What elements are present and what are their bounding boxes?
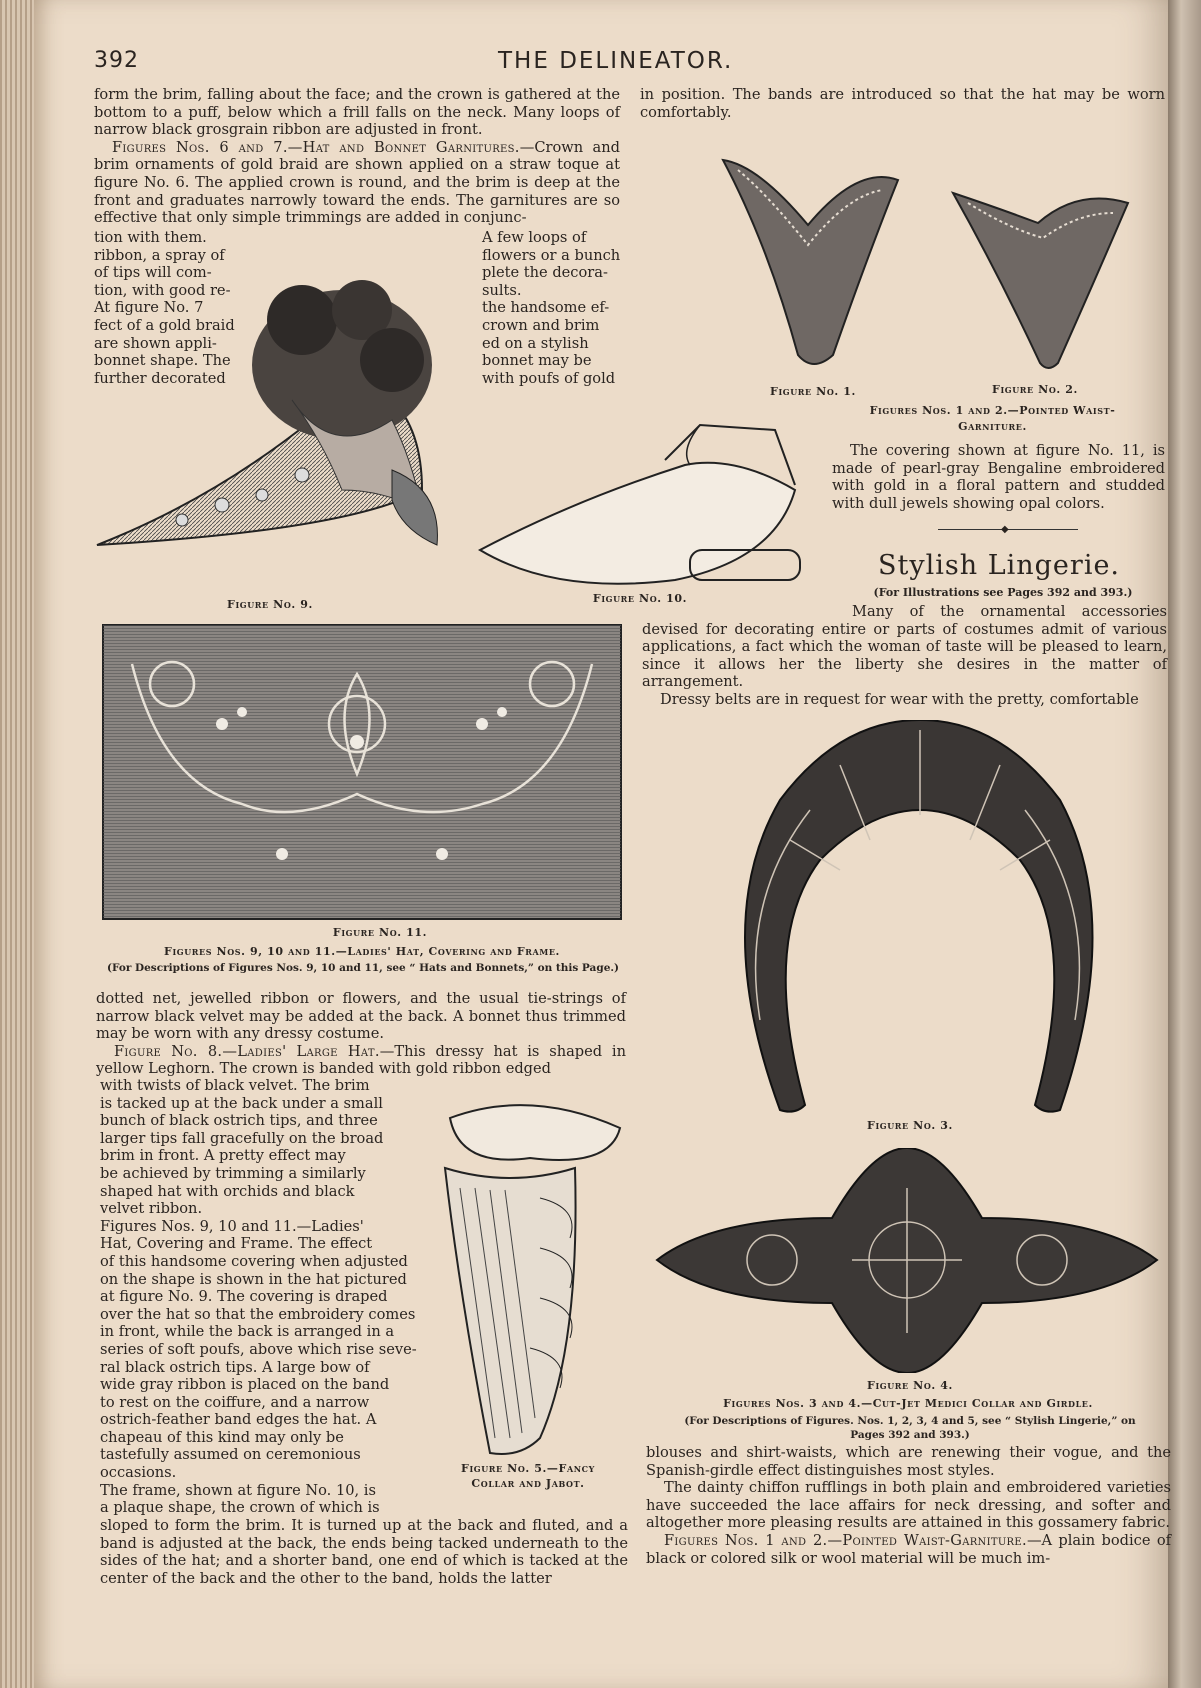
text-line: sults. (482, 281, 522, 299)
text-line: in front, while the back is arranged in a (100, 1323, 395, 1341)
text-line: series of soft poufs, above which rise seve- (100, 1340, 417, 1358)
paragraph (94, 139, 620, 227)
col1-wrap-right (482, 229, 622, 387)
text-line: at figure No. 9. The covering is draped (100, 1288, 388, 1306)
text-line: fect of a gold braid (94, 316, 235, 334)
col1-wrap-bottom (100, 1077, 417, 1517)
text-line: the handsome ef- (482, 299, 610, 317)
paragraph: dotted net, jewelled ribbon or flowers, and the usual tie-strings of narrow black velvet may be added at the back. A bonnet thus trimmed may be worn with any dressy costume. (96, 990, 626, 1043)
text-line: tastefully assumed on ceremonious (100, 1446, 361, 1464)
col1-top-text (94, 86, 620, 227)
col2-top-text (640, 86, 1165, 121)
paragraph: blouses and shirt-waists, which are renewing their vogue, and the Spanish-girdle effect distinguishes most styles. (646, 1444, 1171, 1479)
divider-ornament: ◆ (1001, 524, 1009, 535)
text-line: flowers or a bunch (482, 246, 621, 264)
text-line: shaped hat with orchids and black (100, 1182, 355, 1200)
paragraph-lead: Figure No. 8.—Ladies' Large Hat. (114, 1042, 380, 1060)
text-line: brim in front. A pretty effect may (100, 1147, 346, 1165)
figure-1-waist-garniture-illustration (718, 155, 903, 373)
paragraph-lead: Figures Nos. 1 and 2.—Pointed Waist-Garniture. (664, 1531, 1027, 1549)
paragraph-body: —A plain bodice of black or colored silk or wool material will be much im- (646, 1531, 1172, 1567)
paragraph (646, 1532, 1171, 1567)
paragraph: form the brim, falling about the face; and the crown is gathered at the bottom to a puff, below which a frill falls on the neck. Many loops of narrow black grosgrain ribbon are adjusted in front. (94, 86, 620, 139)
text-line: velvet ribbon. (100, 1200, 203, 1218)
col2-mid-text (832, 442, 1165, 512)
text-line: further decorated (94, 369, 226, 387)
caption-figures-3-4-desc (660, 1414, 1160, 1442)
col1-end-text (100, 1517, 628, 1587)
text-line: a plaque shape, the crown of which is (100, 1499, 380, 1517)
caption-figures-1-2 (820, 403, 1165, 435)
text-line: with twists of black velvet. The brim (100, 1077, 370, 1094)
caption-figure-11: Figure No. 11. (332, 926, 428, 939)
text-line: bunch of black ostrich tips, and three (100, 1112, 378, 1130)
caption-line: Figures Nos. 1 and 2.—Pointed Waist- (869, 404, 1116, 417)
text-line: plete the decora- (482, 264, 608, 282)
text-line: tion, with good re- (94, 281, 231, 299)
text-line: bonnet may be (482, 352, 592, 370)
text-line: ribbon, a spray of (94, 246, 225, 264)
caption-figure-5 (438, 1461, 618, 1491)
caption-line: Figure No. 5.—Fancy (461, 1462, 595, 1475)
figure-3-medici-collar-illustration (720, 720, 1115, 1115)
text-line: with poufs of gold (482, 369, 616, 387)
paragraph: in position. The bands are introduced so that the hat may be worn comfortably. (640, 86, 1165, 121)
text-line: over the hat so that the embroidery comes (100, 1305, 416, 1323)
caption-line: Pages 392 and 393.) (850, 1429, 970, 1441)
col1-bottom-text (96, 990, 626, 1078)
text-line: crown and brim (482, 316, 600, 334)
text-line: bonnet shape. The (94, 352, 231, 370)
caption-figure-9: Figure No. 9. (227, 598, 313, 611)
text-line: is tacked up at the back under a small (100, 1094, 383, 1112)
text-line: be achieved by trimming a similarly (100, 1164, 366, 1182)
figure-4-girdle-illustration (652, 1148, 1162, 1373)
paragraph: sloped to form the brim. It is turned up at the back and fluted, and a band is adjusted at the back, the ends being tacked underneath to the sides of the hat; and a shorter band, one end of which is tacked at the center of the back and the other to the band, holds the latter (100, 1517, 628, 1587)
figure-10-frame-illustration (475, 420, 810, 595)
paragraph-lead: Figures Nos. 6 and 7.—Hat and Bonnet Garnitures. (112, 138, 520, 156)
page-edge (1168, 0, 1201, 1688)
figure-5-collar-jabot-illustration (430, 1098, 635, 1458)
caption-figures-3-4: Figures Nos. 3 and 4.—Cut-Jet Medici Collar and Girdle. (723, 1397, 1093, 1410)
figure-9-hat-illustration (92, 260, 472, 560)
paragraph (96, 1043, 626, 1078)
text-line: occasions. (100, 1464, 177, 1482)
text-line: tion with them. (94, 229, 207, 246)
section-heading: Stylish Lingerie. (878, 550, 1121, 581)
col2-bottom-text (646, 1444, 1171, 1567)
text-line: to rest on the coiffure, and a narrow (100, 1393, 370, 1411)
text-line: wide gray ribbon is placed on the band (100, 1376, 390, 1394)
text-line: of this handsome covering when adjusted (100, 1252, 408, 1270)
text-line: At figure No. 7 (94, 299, 204, 317)
caption-figure-10: Figure No. 10. (592, 592, 688, 605)
text-line: The frame, shown at figure No. 10, is (100, 1481, 376, 1499)
caption-line: (For Descriptions of Figures. Nos. 1, 2, 3, 4 and 5, see “ Stylish Lingerie,” on (684, 1415, 1136, 1427)
text-line: chapeau of this kind may only be (100, 1428, 344, 1446)
caption-line: Garniture. (958, 420, 1027, 433)
section-text (642, 603, 1167, 709)
paragraph: Dressy belts are in request for wear with the pretty, comfortable (660, 690, 1139, 708)
paragraph-body: —This dressy hat is shaped in yellow Leghorn. The crown is banded with gold ribbon edged (96, 1042, 626, 1078)
paragraph: The covering shown at figure No. 11, is made of pearl-gray Bengaline embroidered with gold in a floral pattern and studded with dull jewels showing opal colors. (832, 442, 1165, 512)
paragraph: Many of the ornamental accessories devised for decorating entire or parts of costumes admit of various applications, a fact which the woman of taste will be pleased to learn, since it allows her the liberty she desires in the matter of arrangement. (642, 603, 1167, 691)
text-line: larger tips fall gracefully on the broad (100, 1129, 384, 1147)
text-line: ral black ostrich tips. A large bow of (100, 1358, 370, 1376)
paragraph: The dainty chiffon rufflings in both plain and embroidered varieties have succeeded the lace affairs for neck dressing, and softer and altogether more pleasing results are attained in this gossamery fabric. (646, 1479, 1171, 1532)
section-subheading: (For Illustrations see Pages 392 and 393.) (873, 586, 1133, 599)
text-line: are shown appli- (94, 334, 217, 352)
text-line: on the shape is shown in the hat pictured (100, 1270, 407, 1288)
caption-figures-9-10-11: Figures Nos. 9, 10 and 11.—Ladies' Hat, Covering and Frame. (164, 945, 560, 958)
caption-figure-2: Figure No. 2. (992, 383, 1078, 396)
figure-2-waist-garniture-illustration (948, 183, 1133, 373)
text-line: A few loops of (482, 229, 587, 246)
page-title: THE DELINEATOR. (498, 48, 734, 74)
text-line: ostrich-feather band edges the hat. A (100, 1411, 377, 1429)
caption-figure-3: Figure No. 3. (867, 1119, 953, 1132)
figure-11-covering-illustration (102, 624, 622, 920)
book-spine (0, 0, 38, 1688)
text-line: Hat, Covering and Frame. The effect (100, 1235, 373, 1253)
text-line: of tips will com- (94, 264, 212, 282)
paragraph-body: —Crown and brim ornaments of gold braid are shown applied on a straw toque at figure No. 6. The applied crown is round, and the brim is deep at the front and graduates narrowly toward the ends. The garnitures are so effective that only simple trimmings are added in conjunc- (94, 138, 620, 227)
caption-figure-1: Figure No. 1. (770, 385, 856, 398)
caption-figure-4: Figure No. 4. (867, 1379, 953, 1392)
caption-figures-9-10-11-desc: (For Descriptions of Figures Nos. 9, 10 and 11, see “ Hats and Bonnets,” on this Page.) (106, 962, 619, 974)
text-line: Figures Nos. 9, 10 and 11.—Ladies' (100, 1217, 364, 1235)
caption-line: Collar and Jabot. (471, 1477, 585, 1490)
page-number: 392 (94, 48, 139, 73)
text-line: ed on a stylish (482, 334, 589, 352)
